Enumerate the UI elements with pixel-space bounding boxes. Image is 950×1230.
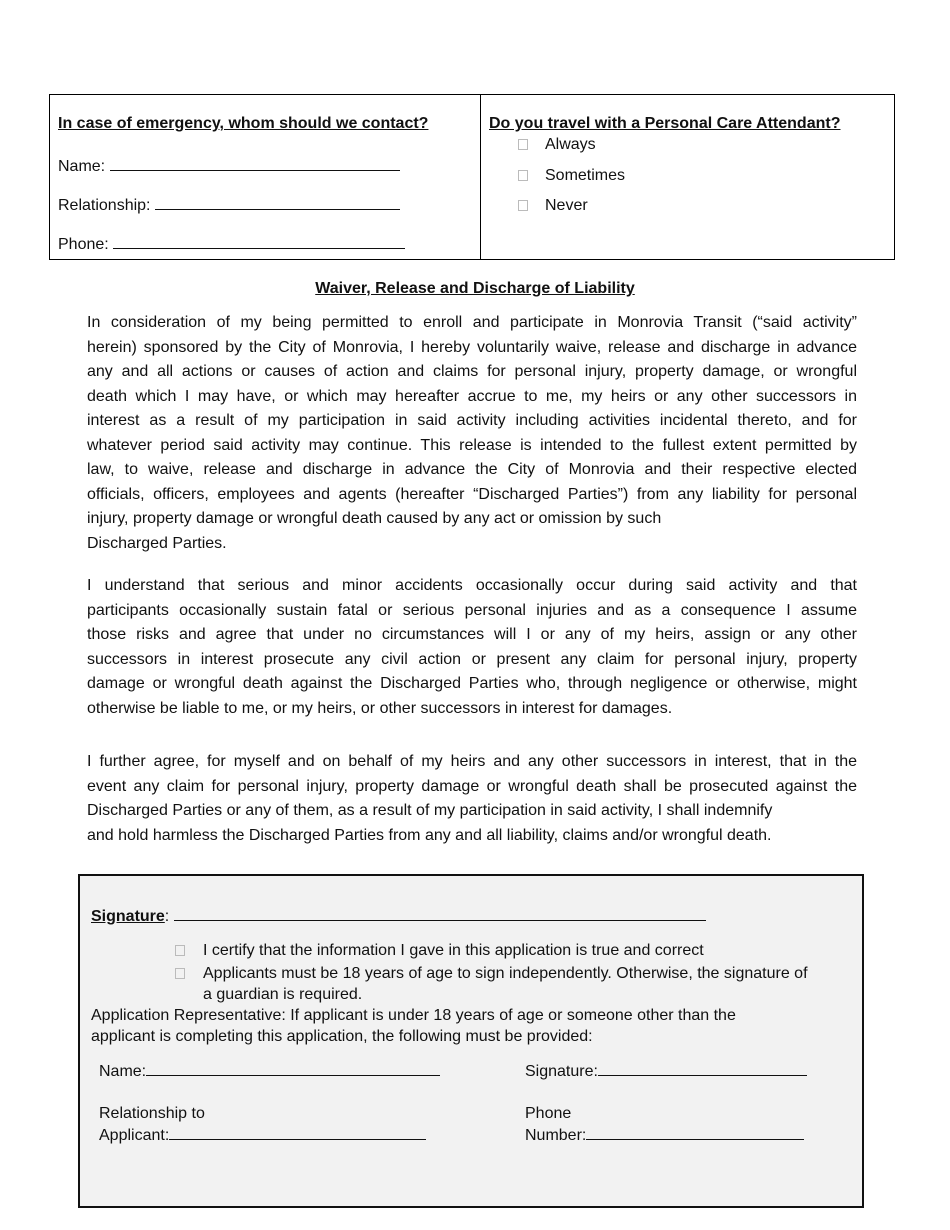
signature-label: Signature <box>91 908 165 925</box>
rep-phone-line[interactable] <box>586 1124 804 1140</box>
emergency-relationship-label: Relationship: <box>58 197 151 214</box>
rep-signature-line[interactable] <box>598 1060 807 1076</box>
signature-line[interactable] <box>174 905 706 921</box>
rep-relationship-field[interactable] <box>99 1124 426 1146</box>
waiver-paragraph-3: I further agree, for myself and on behalf of my heirs and any other successors in interest, that in the event any claim for personal injury, property damage or wrongful death shall be prosecuted against the Discharged Parties or any of them, as a result of my participation in said activity, I shall indemnify and hold harmless the Discharged Parties from any and all liability, claims and/or wrongful death. <box>87 753 857 844</box>
rep-phone-label: Number: <box>525 1127 587 1144</box>
representative-note-line1: Application Representative: If applicant is under 18 years of age or someone other than the <box>91 1007 736 1024</box>
emergency-phone-field[interactable] <box>58 233 405 254</box>
table-divider <box>480 94 481 260</box>
checkbox-icon[interactable] <box>518 139 528 150</box>
emergency-name-field[interactable] <box>58 155 400 176</box>
representative-note-line2: applicant is completing this application, the following must be provided: <box>91 1028 593 1045</box>
attendant-option-sometimes[interactable]: Sometimes <box>518 167 625 185</box>
rep-phone-field[interactable] <box>525 1124 804 1146</box>
rep-name-line[interactable] <box>146 1060 440 1076</box>
rep-relationship-label: Applicant: <box>99 1127 170 1144</box>
rep-relationship-line[interactable] <box>169 1124 426 1140</box>
waiver-title: Waiver, Release and Discharge of Liability <box>315 280 635 297</box>
age-requirement-continued: a guardian is required. <box>203 986 363 1003</box>
rep-name-field[interactable] <box>99 1060 440 1082</box>
checkbox-icon[interactable] <box>518 170 528 181</box>
emergency-name-line[interactable] <box>110 155 400 171</box>
rep-name-label: Name: <box>99 1063 147 1080</box>
emergency-name-label: Name: <box>58 158 106 175</box>
age-requirement-item[interactable]: Applicants must be 18 years of age to sign independently. Otherwise, the signature of <box>175 963 808 984</box>
rep-signature-label: Signature: <box>525 1063 598 1080</box>
attendant-heading: Do you travel with a Personal Care Attendant? <box>489 115 841 132</box>
waiver-paragraph-1: In consideration of my being permitted to enroll and participate in Monrovia Transit (“said activity” herein) sponsored by the City of Monrovia, I hereby voluntarily waive, release and discharge in advance any and all actions or causes of action and claims for personal injury, property damage, or wrongful death which I may have, or which may hereafter accrue to me, my heirs or any other successors in interest as a result of my participation in said activity including activities incidental thereto, and for whatever period said activity may continue. This release is intended to the fullest extent permitted by law, to waive, release and discharge in advance the City of Monrovia and their respective elected officials, officers, employees and agents (hereafter “Discharged Parties”) from any liability for personal injury, property damage or wrongful death caused by any act or omission by such Discharged Parties. <box>87 314 857 552</box>
rep-signature-field[interactable] <box>525 1060 807 1082</box>
checkbox-icon[interactable] <box>518 200 528 211</box>
emergency-relationship-line[interactable] <box>155 194 400 210</box>
attendant-option-never[interactable]: Never <box>518 197 588 215</box>
emergency-phone-line[interactable] <box>113 233 405 249</box>
emergency-phone-label: Phone: <box>58 236 109 253</box>
checkbox-icon[interactable] <box>175 968 185 979</box>
rep-relationship-label-line1: Relationship to <box>99 1105 205 1122</box>
certify-item[interactable]: I certify that the information I gave in this application is true and correct <box>175 940 704 961</box>
attendant-option-always[interactable]: Always <box>518 136 596 154</box>
signature-field[interactable]: Signature: <box>91 905 706 927</box>
waiver-paragraph-2: I understand that serious and minor accidents occasionally occur during said activity and that participants occasionally sustain fatal or serious personal injuries and as a consequence I assume those risks and agree that under no circumstances will I or any of my heirs, assign or any other successors in interest prosecute any civil action or present any claim for personal injury, property damage or wrongful death against the Discharged Parties who, through negligence or otherwise, might otherwise be liable to me, or my heirs, or other successors in interest for damages. <box>87 577 857 717</box>
emergency-relationship-field[interactable] <box>58 194 400 215</box>
checkbox-icon[interactable] <box>175 945 185 956</box>
emergency-heading: In case of emergency, whom should we contact? <box>58 115 429 132</box>
rep-phone-label-line1: Phone <box>525 1105 572 1122</box>
